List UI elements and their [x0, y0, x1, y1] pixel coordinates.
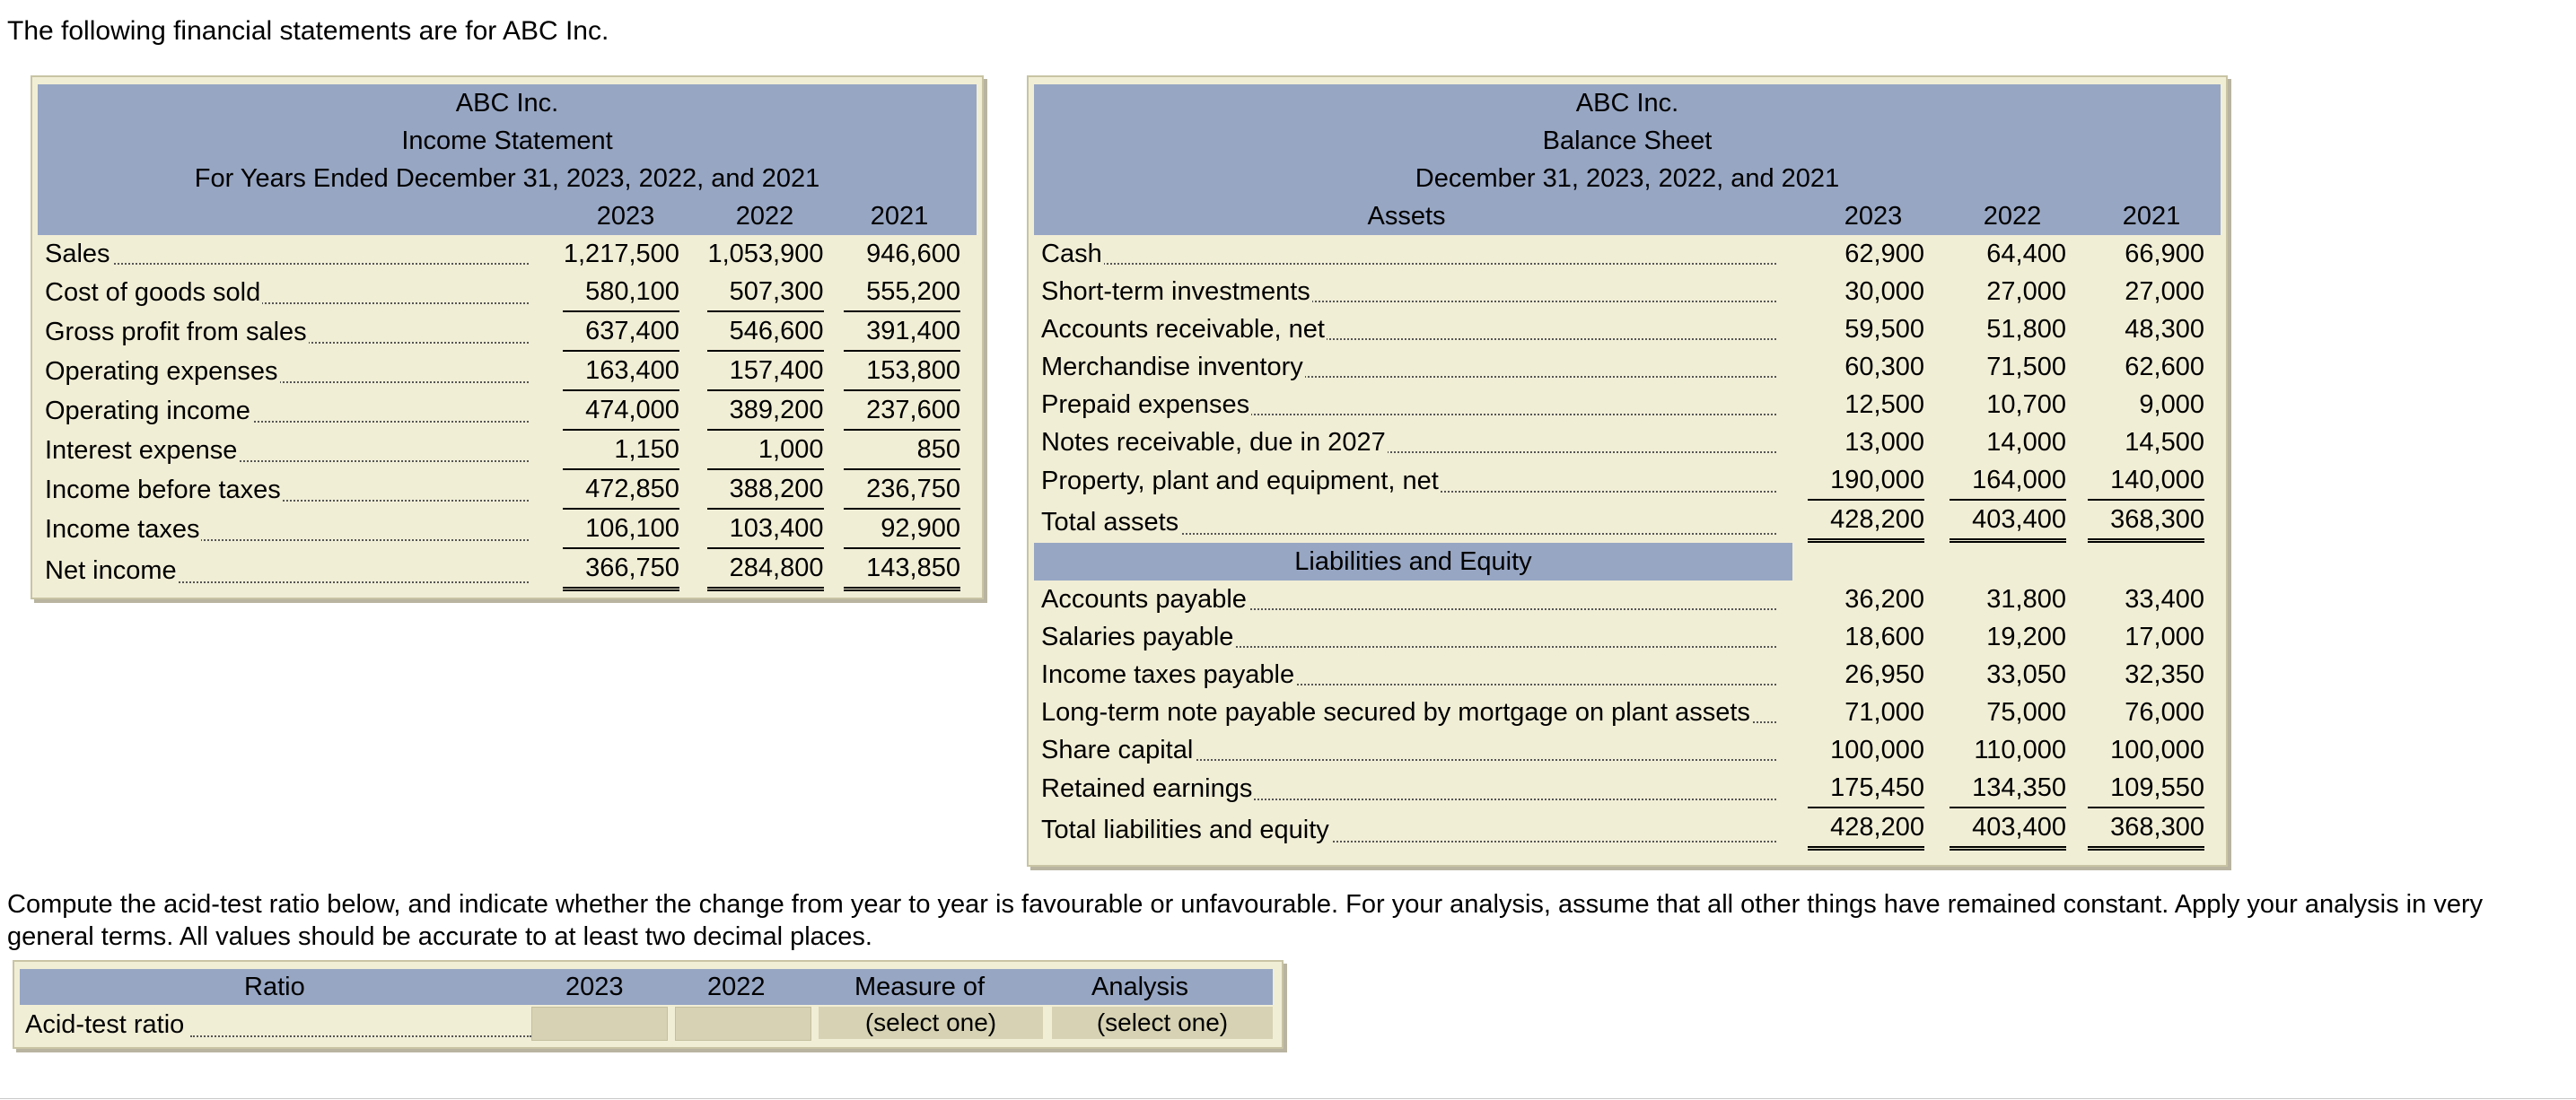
question-text: Compute the acid-test ratio below, and indicate whether the change from year to year is favourable or unfavourable. For your analysis, assume that all other things have remained constant. Apply your analysis in very general terms. All values should be accurate to at least two decimal places.: [7, 890, 2484, 951]
row-value: 284,800: [707, 549, 824, 591]
row-value: 428,200: [1808, 501, 1924, 543]
row-value: 10,700: [1986, 390, 2066, 419]
row-label: Property, plant and equipment, net: [1041, 467, 1439, 495]
row-label: Prepaid expenses: [1041, 390, 1250, 419]
row-value: 100,000: [1830, 736, 1924, 764]
row-value: 51,800: [1986, 315, 2066, 344]
row-label: Income before taxes: [45, 476, 281, 504]
row-value: 1,053,900: [707, 240, 824, 268]
row-label: Retained earnings: [1041, 774, 1253, 803]
row-value: 474,000: [563, 391, 679, 431]
row-value: 18,600: [1844, 623, 1924, 651]
row-label: Sales: [45, 240, 110, 268]
row-value: 163,400: [563, 352, 679, 391]
row-value: 59,500: [1844, 315, 1924, 344]
is-year-2021: 2021: [870, 202, 929, 231]
row-value: 236,750: [844, 470, 960, 510]
bs-title: Balance Sheet: [1542, 127, 1713, 155]
row-value: 507,300: [707, 273, 824, 312]
row-value: 472,850: [563, 470, 679, 510]
row-value: 17,000: [2125, 623, 2204, 651]
row-label: Long-term note payable secured by mortgage on plant assets: [1041, 698, 1750, 727]
row-label: Cash: [1041, 240, 1102, 268]
row-value: 1,150: [563, 431, 679, 470]
row-value: 92,900: [844, 510, 960, 549]
row-label: Gross profit from sales: [45, 318, 307, 346]
bs-period: December 31, 2023, 2022, and 2021: [1415, 164, 1840, 193]
year-2022-col-header: 2022: [707, 973, 766, 1001]
row-value: 391,400: [844, 312, 960, 352]
row-value: 64,400: [1986, 240, 2066, 268]
row-value: 9,000: [2139, 390, 2204, 419]
acid-test-2023-input[interactable]: [531, 1007, 668, 1041]
row-value: 36,200: [1844, 585, 1924, 614]
row-label: Share capital: [1041, 736, 1194, 764]
year-2023-col-header: 2023: [565, 973, 624, 1001]
row-label: Operating expenses: [45, 357, 278, 386]
row-value: 366,750: [563, 549, 679, 591]
row-label: Notes receivable, due in 2027: [1041, 428, 1386, 457]
table-row: [1034, 348, 2221, 386]
table-row: [1034, 656, 2221, 694]
income-statement-header: [38, 84, 977, 235]
bs-assets-heading: Assets: [1367, 202, 1446, 231]
row-value: 153,800: [844, 352, 960, 391]
measure-select[interactable]: (select one): [819, 1007, 1043, 1039]
row-label: Total liabilities and equity: [1041, 815, 1329, 844]
row-value: 60,300: [1844, 353, 1924, 381]
bs-year-2022: 2022: [1983, 202, 2042, 231]
table-row: [1034, 310, 2221, 348]
row-value: 27,000: [2125, 277, 2204, 306]
row-label: Net income: [45, 555, 177, 585]
row-value: 62,900: [1844, 240, 1924, 268]
is-company: ABC Inc.: [455, 89, 559, 118]
row-label: Operating income: [45, 397, 250, 425]
liabilities-heading-row: [1034, 543, 2221, 581]
row-value: 106,100: [563, 510, 679, 549]
row-value: 66,900: [2125, 240, 2204, 268]
row-value: 946,600: [866, 240, 960, 268]
row-value: 12,500: [1844, 390, 1924, 419]
table-row: [38, 391, 977, 431]
table-row: [1034, 769, 2221, 808]
analysis-select[interactable]: (select one): [1052, 1007, 1273, 1039]
row-value: 850: [844, 431, 960, 470]
row-value: 14,500: [2125, 428, 2204, 457]
row-value: 100,000: [2110, 736, 2204, 764]
acid-test-2022-input[interactable]: [675, 1007, 811, 1041]
table-row: [38, 510, 977, 549]
ratio-col-header: Ratio: [244, 973, 305, 1001]
bs-year-2021: 2021: [2122, 202, 2181, 231]
row-value: 388,200: [707, 470, 824, 510]
row-value: 31,800: [1986, 585, 2066, 614]
table-row: [1034, 273, 2221, 310]
row-value: 140,000: [2088, 461, 2204, 501]
row-value: 143,850: [844, 549, 960, 591]
row-value: 26,950: [1844, 660, 1924, 689]
row-value: 76,000: [2125, 698, 2204, 727]
row-value: 48,300: [2125, 315, 2204, 344]
ratio-table: [13, 960, 1284, 1049]
row-label: Total assets: [1041, 507, 1179, 537]
row-value: 555,200: [844, 273, 960, 312]
analysis-col-header: Analysis: [1091, 973, 1188, 1001]
table-row: [1034, 694, 2221, 731]
row-value: 403,400: [1950, 808, 2066, 851]
row-value: 30,000: [1844, 277, 1924, 306]
row-value: 637,400: [563, 312, 679, 352]
measure-col-header: Measure of: [854, 973, 986, 1001]
liabilities-heading: Liabilities and Equity: [1034, 543, 1792, 581]
income-statement-panel: [31, 75, 984, 599]
table-row: [38, 235, 977, 273]
income-statement-table: [38, 235, 977, 591]
row-value: 103,400: [707, 510, 824, 549]
table-row: [38, 431, 977, 470]
bs-year-2023: 2023: [1844, 202, 1903, 231]
balance-sheet-table: [1034, 235, 2221, 851]
row-value: 1,217,500: [563, 240, 679, 268]
row-label: Cost of goods sold: [45, 278, 261, 307]
row-value: 368,300: [2088, 501, 2204, 543]
row-value: 389,200: [707, 391, 824, 431]
is-year-2023: 2023: [596, 202, 655, 231]
row-value: 546,600: [707, 312, 824, 352]
row-value: 13,000: [1844, 428, 1924, 457]
row-value: 1,000: [707, 431, 824, 470]
row-value: 164,000: [1950, 461, 2066, 501]
table-row: [1034, 386, 2221, 423]
row-value: 33,050: [1986, 660, 2066, 689]
row-label: Accounts payable: [1041, 585, 1247, 614]
intro-text: The following financial statements are for ABC Inc.: [7, 16, 609, 46]
table-row: [1034, 808, 2221, 851]
acid-test-row: [20, 1007, 1273, 1043]
table-row: [1034, 423, 2221, 461]
row-value: 157,400: [707, 352, 824, 391]
row-value: 175,450: [1808, 769, 1924, 808]
row-value: 71,500: [1986, 353, 2066, 381]
row-value: 110,000: [1974, 736, 2066, 764]
row-label: Income taxes: [45, 515, 200, 544]
table-row: [38, 312, 977, 352]
row-value: 33,400: [2125, 585, 2204, 614]
row-value: 368,300: [2088, 808, 2204, 851]
table-row: [1034, 501, 2221, 543]
row-value: 62,600: [2125, 353, 2204, 381]
table-row: [38, 352, 977, 391]
row-label: Short-term investments: [1041, 277, 1310, 306]
row-value: 14,000: [1986, 428, 2066, 457]
row-value: 75,000: [1986, 698, 2066, 727]
table-row: [1034, 618, 2221, 656]
acid-test-label: Acid-test ratio: [25, 1010, 185, 1039]
table-row: [38, 549, 977, 591]
table-row: [1034, 235, 2221, 273]
row-label: Income taxes payable: [1041, 660, 1295, 689]
table-row: [38, 273, 977, 312]
row-value: 237,600: [844, 391, 960, 431]
row-value: 403,400: [1950, 501, 2066, 543]
row-value: 71,000: [1844, 698, 1924, 727]
table-row: [1034, 581, 2221, 618]
row-value: 190,000: [1808, 461, 1924, 501]
row-label: Interest expense: [45, 436, 238, 465]
balance-sheet-panel: [1027, 75, 2228, 867]
table-row: [38, 470, 977, 510]
row-label: Salaries payable: [1041, 623, 1234, 651]
row-value: 32,350: [2125, 660, 2204, 689]
row-value: 428,200: [1808, 808, 1924, 851]
is-year-2022: 2022: [735, 202, 794, 231]
row-value: 580,100: [563, 273, 679, 312]
is-period: For Years Ended December 31, 2023, 2022, and 2021: [194, 164, 820, 193]
row-label: Accounts receivable, net: [1041, 315, 1325, 344]
row-label: Merchandise inventory: [1041, 353, 1303, 381]
row-value: 27,000: [1986, 277, 2066, 306]
is-title: Income Statement: [401, 127, 613, 155]
bs-company: ABC Inc.: [1575, 89, 1679, 118]
balance-sheet-header: [1034, 84, 2221, 235]
row-value: 109,550: [2088, 769, 2204, 808]
table-row: [1034, 731, 2221, 769]
dotted-leader: [190, 1035, 531, 1037]
row-value: 134,350: [1950, 769, 2066, 808]
bottom-divider: [0, 1098, 2576, 1099]
table-row: [1034, 461, 2221, 501]
ratio-table-header: [20, 969, 1273, 1005]
row-value: 19,200: [1986, 623, 2066, 651]
